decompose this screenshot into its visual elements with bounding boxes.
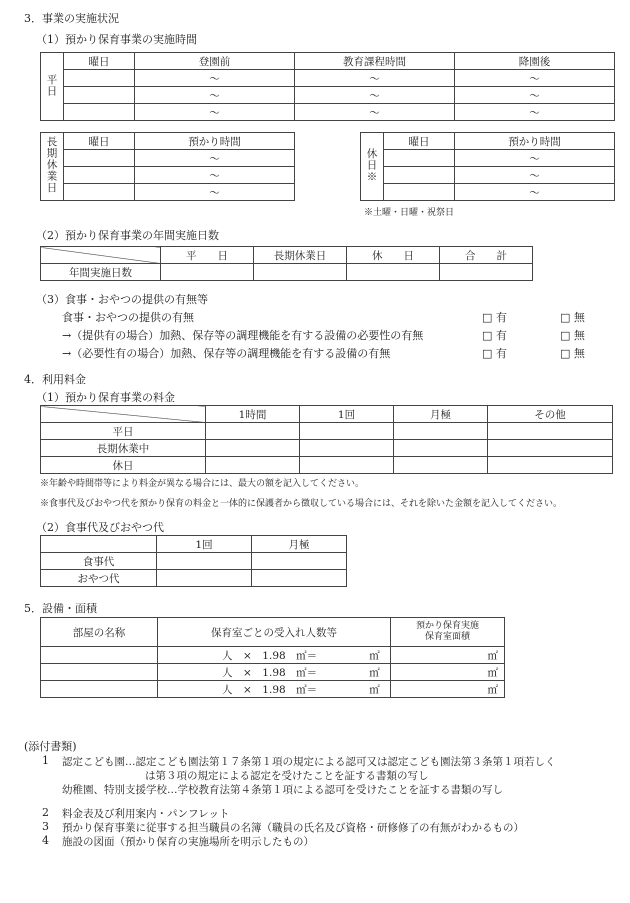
time-range-cell[interactable]: ～ — [455, 70, 615, 87]
table-row — [41, 87, 615, 104]
section-4-title: 4．利用料金 — [24, 373, 86, 386]
row-label: おやつ代 — [41, 570, 157, 587]
attachment-1-line-2: は第３項の規定による認定を受けたことを証する書類の写し — [145, 770, 429, 782]
unit-label: ㎡ — [487, 683, 498, 696]
fee-table — [40, 405, 613, 474]
question-cooking-need: →（提供有の場合）加熱、保存等の調理機能を有する設備の必要性の有無 — [62, 329, 424, 342]
header-cell: 降園後 — [455, 53, 615, 70]
input-cell[interactable] — [157, 570, 252, 587]
row-label: 年間実施日数 — [41, 264, 161, 281]
holiday-hours-table — [360, 132, 615, 201]
header-cell-area — [391, 618, 505, 647]
unit-label: ㎡ — [487, 649, 498, 662]
input-cell[interactable] — [394, 440, 488, 457]
time-range-cell[interactable]: ～ — [135, 150, 295, 167]
input-cell[interactable] — [64, 167, 135, 184]
table-row — [41, 167, 295, 184]
row-label: 休日 — [41, 457, 206, 474]
fee-note-1: ※年齢や時間帯等により料金が異なる場合には、最大の額を記入してください。 — [40, 479, 365, 489]
input-cell[interactable] — [488, 440, 613, 457]
area-header-line-1: 預かり保育実施 — [415, 621, 479, 631]
area-cell[interactable] — [391, 647, 505, 664]
fee-note-2: ※食事代及びおやつ代を預かり保育の料金と一体的に保護者から徴収している場合には、それを除いた金額を記入してください。 — [40, 499, 563, 509]
facility-area-table — [40, 617, 505, 698]
yes-checkbox[interactable]: □ 有 — [482, 347, 507, 360]
unit-label: ㎡ — [487, 666, 498, 679]
no-checkbox[interactable]: □ 無 — [560, 311, 585, 324]
table-row — [41, 647, 505, 664]
attachment-2: 料金表及び利用案内・パンフレット — [62, 808, 230, 820]
input-cell[interactable] — [384, 150, 455, 167]
input-cell[interactable] — [41, 664, 158, 681]
time-range-cell[interactable]: ～ — [455, 184, 615, 201]
time-range-cell[interactable]: ～ — [135, 184, 295, 201]
section-3-1-title: （1）預かり保育事業の実施時間 — [36, 33, 197, 46]
unit-label: ㎡ — [369, 649, 380, 662]
table-row — [361, 150, 615, 167]
attachment-number: 2 — [42, 806, 49, 819]
header-cell: 教育課程時間 — [295, 53, 455, 70]
header-cell: 登園前 — [135, 53, 295, 70]
header-cell: 合 計 — [440, 247, 533, 264]
input-cell[interactable] — [300, 457, 394, 474]
input-cell[interactable] — [206, 457, 300, 474]
header-cell: 曜日 — [64, 133, 135, 150]
input-cell[interactable] — [64, 87, 135, 104]
header-cell: 預かり時間 — [455, 133, 615, 150]
section-3-2-title: （2）預かり保育事業の年間実施日数 — [36, 229, 219, 242]
input-cell[interactable] — [384, 184, 455, 201]
attachment-number: 1 — [42, 754, 49, 767]
no-checkbox[interactable]: □ 無 — [560, 347, 585, 360]
input-cell[interactable] — [41, 647, 158, 664]
header-cell: 1回 — [300, 406, 394, 423]
table-row — [41, 264, 533, 281]
time-range-cell[interactable]: ～ — [455, 87, 615, 104]
input-cell[interactable] — [206, 440, 300, 457]
row-label: 長期休業中 — [41, 440, 206, 457]
input-cell[interactable] — [252, 553, 347, 570]
section-3-title: 3．事業の実施状況 — [24, 12, 119, 25]
area-header-line-2: 保育室面積 — [424, 632, 470, 642]
area-cell[interactable] — [391, 681, 505, 698]
time-range-cell[interactable]: ～ — [295, 70, 455, 87]
table-row — [41, 553, 347, 570]
input-cell[interactable] — [384, 167, 455, 184]
weekday-side-label: 平日 — [41, 53, 64, 121]
input-cell[interactable] — [157, 553, 252, 570]
header-cell: 1時間 — [206, 406, 300, 423]
header-cell: 休 日 — [347, 247, 440, 264]
input-cell[interactable] — [252, 570, 347, 587]
header-cell: 平 日 — [161, 247, 254, 264]
attachment-number: 4 — [42, 834, 49, 847]
input-cell[interactable] — [488, 423, 613, 440]
input-cell[interactable] — [394, 423, 488, 440]
holiday-side-label: 休日※ — [361, 133, 384, 201]
capacity-formula: 人 × 1.98 ㎡＝ — [222, 666, 318, 679]
table-row — [361, 184, 615, 201]
annual-days-table — [40, 246, 533, 281]
table-row — [361, 167, 615, 184]
input-cell[interactable] — [64, 184, 135, 201]
header-cell: その他 — [488, 406, 613, 423]
input-cell[interactable] — [64, 150, 135, 167]
capacity-cell[interactable] — [158, 664, 391, 681]
yes-checkbox[interactable]: □ 有 — [482, 311, 507, 324]
header-cell: 預かり時間 — [135, 133, 295, 150]
weekday-hours-table — [40, 52, 615, 121]
question-cooking-equipment: →（必要性有の場合）加熱、保存等の調理機能を有する設備の有無 — [62, 347, 391, 360]
capacity-formula: 人 × 1.98 ㎡＝ — [222, 649, 318, 662]
diagonal-header-cell — [41, 247, 161, 264]
table-row — [41, 440, 613, 457]
table-row — [41, 150, 295, 167]
time-range-cell[interactable]: ～ — [455, 104, 615, 121]
table-row — [41, 104, 615, 121]
table-row — [41, 681, 505, 698]
table-row — [41, 570, 347, 587]
input-cell[interactable] — [394, 457, 488, 474]
time-range-cell[interactable]: ～ — [135, 167, 295, 184]
meal-fee-table — [40, 535, 347, 587]
time-range-cell[interactable]: ～ — [135, 87, 295, 104]
input-cell[interactable] — [440, 264, 533, 281]
header-cell: 部屋の名称 — [41, 618, 158, 647]
input-cell[interactable] — [41, 681, 158, 698]
table-row — [41, 70, 615, 87]
header-cell: 保育室ごとの受入れ人数等 — [158, 618, 391, 647]
input-cell[interactable] — [488, 457, 613, 474]
section-4-1-title: （1）預かり保育事業の料金 — [36, 391, 175, 404]
capacity-formula: 人 × 1.98 ㎡＝ — [222, 683, 318, 696]
blank-header-cell — [41, 536, 157, 553]
header-cell: 長期休業日 — [254, 247, 347, 264]
section-3-3-title: （3）食事・おやつの提供の有無等 — [36, 293, 208, 306]
input-cell[interactable] — [64, 70, 135, 87]
question-meal-provision: 食事・おやつの提供の有無 — [62, 311, 194, 324]
table-row — [41, 184, 295, 201]
attachment-4: 施設の図面（預かり保育の実施場所を明示したもの） — [62, 836, 314, 848]
time-range-cell[interactable]: ～ — [455, 167, 615, 184]
unit-label: ㎡ — [369, 683, 380, 696]
input-cell[interactable] — [347, 264, 440, 281]
table-row — [41, 664, 505, 681]
row-label: 食事代 — [41, 553, 157, 570]
input-cell[interactable] — [254, 264, 347, 281]
attachment-1-line-1: 認定こども園…認定こども園法第１７条第１項の規定による認可又は認定こども園法第３条第１項若しく — [62, 756, 556, 768]
header-cell: 1回 — [157, 536, 252, 553]
section-4-2-title: （2）食事代及びおやつ代 — [36, 521, 164, 534]
time-range-cell[interactable]: ～ — [135, 70, 295, 87]
table-row — [41, 423, 613, 440]
header-cell: 月極 — [394, 406, 488, 423]
holiday-note: ※土曜・日曜・祝祭日 — [364, 208, 455, 218]
time-range-cell[interactable]: ～ — [455, 150, 615, 167]
attachments-title: (添付書類) — [24, 740, 77, 753]
diagonal-header-cell — [41, 406, 206, 423]
input-cell[interactable] — [206, 423, 300, 440]
time-range-cell[interactable]: ～ — [135, 104, 295, 121]
capacity-cell[interactable] — [158, 681, 391, 698]
table-row — [41, 457, 613, 474]
long-vacation-hours-table — [40, 132, 295, 201]
capacity-cell[interactable] — [158, 647, 391, 664]
yes-checkbox[interactable]: □ 有 — [482, 329, 507, 342]
attachment-3: 預かり保育事業に従事する担当職員の名簿（職員の氏名及び資格・研修修了の有無がわかるもの） — [62, 822, 524, 834]
no-checkbox[interactable]: □ 無 — [560, 329, 585, 342]
area-cell[interactable] — [391, 664, 505, 681]
input-cell[interactable] — [300, 423, 394, 440]
input-cell[interactable] — [300, 440, 394, 457]
row-label: 平日 — [41, 423, 206, 440]
attachment-1-line-3: 幼稚園、特別支援学校…学校教育法第４条第１項による認可を受けたことを証する書類の写し — [62, 784, 503, 796]
section-5-title: 5．設備・面積 — [24, 602, 97, 615]
input-cell[interactable] — [64, 104, 135, 121]
time-range-cell[interactable]: ～ — [295, 104, 455, 121]
long-vacation-side-label: 長期休業日 — [41, 133, 64, 201]
header-cell: 曜日 — [384, 133, 455, 150]
attachment-number: 3 — [42, 820, 49, 833]
unit-label: ㎡ — [369, 666, 380, 679]
time-range-cell[interactable]: ～ — [295, 87, 455, 104]
header-cell: 曜日 — [64, 53, 135, 70]
input-cell[interactable] — [161, 264, 254, 281]
header-cell: 月極 — [252, 536, 347, 553]
